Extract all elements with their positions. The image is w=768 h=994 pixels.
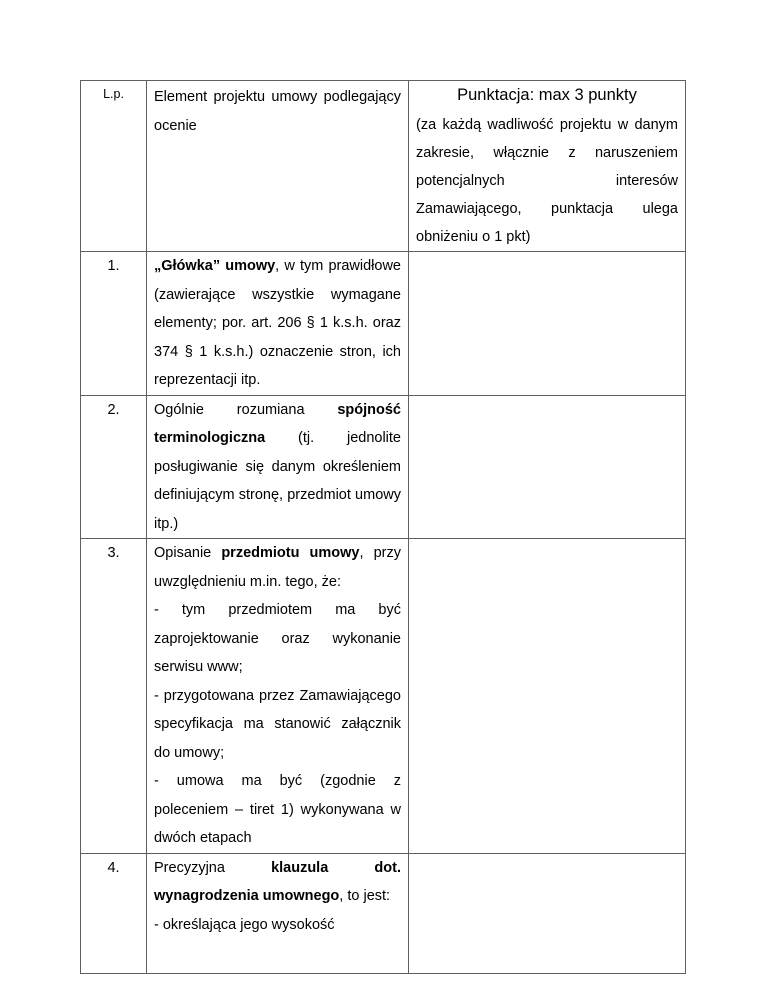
row-number: 4.: [81, 853, 147, 973]
table-row: [81, 853, 686, 973]
row-bullet: - umowa ma być (zgodnie z poleceniem – tiret 1) wykonywana w dwóch etapach: [154, 773, 401, 846]
row-element-text: , w tym prawidłowe (zawierające wszystkie wymagane elementy; por. art. 206 § 1 k.s.h. oraz 374 § 1 k.s.h.) oznaczenie stron, ich reprezentacji itp.: [154, 258, 401, 388]
row-score-cell: [409, 395, 686, 539]
table-row: [81, 395, 686, 539]
row-number: 2.: [81, 395, 147, 539]
header-scoring: [409, 81, 686, 252]
row-number: 3.: [81, 539, 147, 854]
evaluation-table: [80, 80, 686, 974]
row-element-text: , to jest:: [339, 888, 391, 904]
row-score-cell: [409, 853, 686, 973]
row-element-lead: Ogólnie rozumiana: [154, 401, 338, 418]
header-scoring-note: (za każdą wadliwość projektu w danym zakresie, włącznie z naruszeniem potencjalnych interesów Zamawiającego, punktacja ulega obniżeniu o 1 pkt): [416, 117, 678, 245]
row-element-lead: Precyzyjna: [154, 859, 272, 876]
row-element-intro: [154, 854, 401, 911]
header-lp: L.p.: [81, 81, 147, 252]
row-element-bold: klauzula dot. wynagrodzenia umownego: [154, 859, 401, 904]
row-number: 1.: [81, 252, 147, 396]
header-element: [147, 81, 409, 252]
table-row: [81, 539, 686, 854]
row-element-bold: przedmiotu umowy: [221, 545, 360, 561]
row-bullet: - przygotowana przez Zamawiającego specyfikacja ma stanowić załącznik do umowy;: [154, 687, 401, 761]
row-bullet: - tym przedmiotem ma być zaprojektowanie oraz wykonanie serwisu www;: [154, 602, 401, 675]
row-element: [147, 395, 409, 539]
row-element-intro: [154, 539, 401, 596]
header-scoring-title: Punktacja: max 3 punkty: [457, 86, 637, 104]
row-element: [147, 539, 409, 854]
header-row: [81, 81, 686, 252]
row-score-cell: [409, 539, 686, 854]
row-bullet: - określająca jego wysokość: [154, 916, 335, 933]
table-row: [81, 252, 686, 396]
row-element-bold: spójność terminologiczna: [154, 401, 401, 446]
row-score-cell: [409, 252, 686, 396]
row-element: [147, 252, 409, 396]
row-element-text: , przy uwzględnieniu m.in. tego, że:: [154, 545, 401, 590]
row-element-lead: Opisanie: [154, 545, 222, 561]
row-element-text: (tj. jednolite posługiwanie się danym określeniem definiującym stronę, przedmiot umowy itp.): [154, 430, 401, 532]
row-element: [147, 853, 409, 973]
row-element-bold: „Główka” umowy: [154, 258, 276, 274]
header-element-text: Element projektu umowy podlegający ocenie: [154, 89, 401, 134]
